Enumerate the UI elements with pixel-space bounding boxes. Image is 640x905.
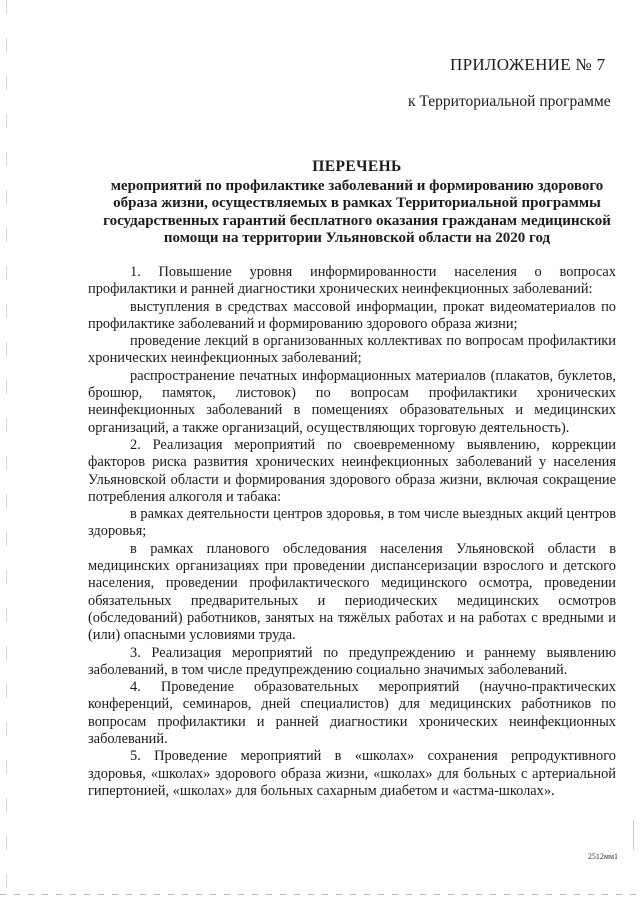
paragraph-5: 5. Проведение мероприятий в «школах» сохранения репродуктивного здоровья, «школах» здорового образа жизни, «школах» для больных с артериальной гипертонией, «школах» для больных сахарным диабетом и «астма-школах».: [88, 748, 616, 799]
document-title: ПЕРЕЧЕНЬ: [312, 158, 402, 175]
annex-title: ПРИЛОЖЕНИЕ № 7: [450, 55, 606, 74]
paragraph-1: 1. Повышение уровня информированности населения о вопросах профилактики и ранней диагностики хронических неинфекционных заболеваний:: [88, 264, 616, 298]
paragraph-2: 2. Реализация мероприятий по своевременному выявлению, коррекции факторов риска развития хронических неинфекционных заболеваний у населения Ульяновской области и формирования здорового образа жизни, включая сокращение потребления алкоголя и табака:: [88, 436, 616, 505]
paragraph-2-item-1: в рамках деятельности центров здоровья, в том числе выездных акций центров здоровья;: [88, 506, 616, 540]
paragraph-2-item-2: в рамках планового обследования населения Ульяновской области в медицинских организациях при проведении диспансеризации взрослого и детского населения, проведении профилактического медицинского осмотра, проведении обязательных предварительных и периодических медицинских осмотров (обследований) работников, занятых на тяжёлых работах и на работах с вредными и (или) опасными условиями труда.: [88, 540, 616, 644]
scan-edge-left: [6, 0, 7, 905]
paragraph-4: 4. Проведение образовательных мероприятий (научно-практических конференций, семинаров, дней специалистов) для медицинских работников по вопросам профилактики и ранней диагностики хронических неинфекционных заболеваний.: [88, 679, 616, 748]
annex-subtitle: к Территориальной программе: [408, 93, 611, 110]
paragraph-1-item-3: распространение печатных информационных материалов (плакатов, буклетов, брошюр, памяток, листовок) по вопросам профилактики хронических неинфекционных заболеваний в помещениях образовательных и медицинских организаций, а также организаций, осуществляющих торговую деятельность).: [88, 367, 616, 436]
scan-edge-bottom: [0, 894, 640, 895]
paragraph-3: 3. Реализация мероприятий по предупреждению и раннему выявлению заболеваний, в том числе предупреждению социально значимых заболеваний.: [88, 644, 616, 678]
footer-code: 2512мм1: [587, 852, 618, 861]
paragraph-1-item-2: проведение лекций в организованных коллективах по вопросам профилактики хронических неинфекционных заболеваний;: [88, 333, 616, 367]
paragraph-1-item-1: выступления в средствах массовой информации, прокат видеоматериалов по профилактике заболеваний и формированию здорового образа жизни;: [88, 298, 616, 332]
document-subtitle: мероприятий по профилактике заболеваний и формированию здорового образа жизни, осуществляемых в рамках Территориальной программы государственных гарантий бесплатного оказания гражданам медицинской помощи на территории Ульяновской области на 2020 год: [103, 178, 611, 246]
scan-edge-mark: [633, 820, 634, 850]
document-body: [88, 264, 616, 800]
